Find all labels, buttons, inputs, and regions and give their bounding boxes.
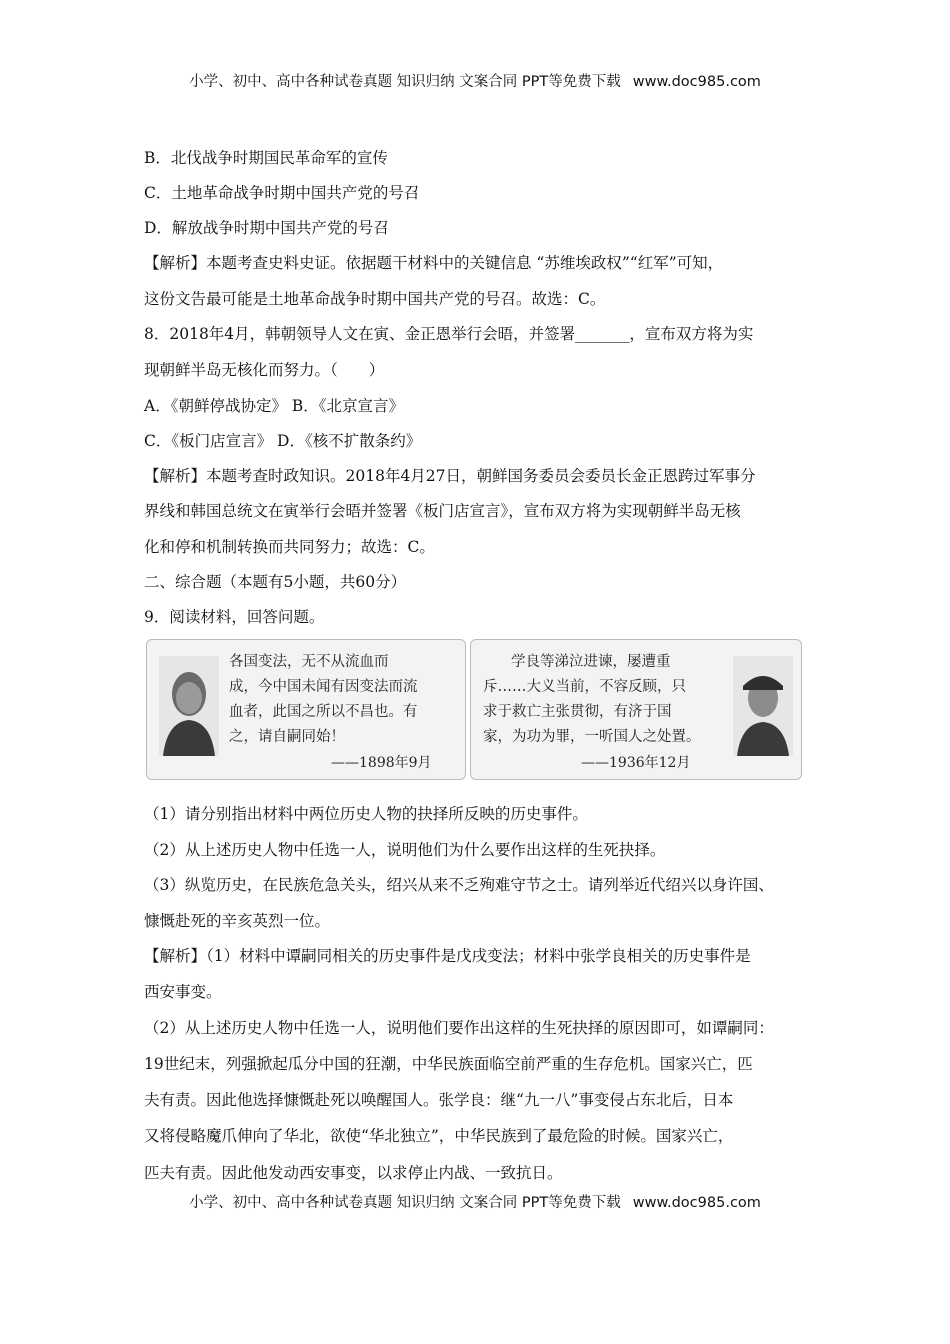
page-header — [0, 70, 950, 91]
q9-part3-line2: 慷慨赴死的辛亥英烈一位。 — [144, 912, 331, 930]
right-quote-date: ——1936年12月 — [581, 755, 691, 771]
question-8-options-ab: A．《朝鲜停战协定》 B．《北京宣言》 — [144, 397, 405, 415]
header-url[interactable]: www.doc985.com — [632, 74, 761, 90]
header-text: 小学、初中、高中各种试卷真题 知识归纳 文案合同 PPT等免费下载 — [189, 74, 621, 90]
question-8-options-cd: C．《板门店宣言》 D．《核不扩散条约》 — [144, 432, 422, 450]
footer-url[interactable]: www.doc985.com — [632, 1195, 761, 1211]
option-c: C．土地革命战争时期中国共产党的号召 — [144, 184, 420, 202]
option-b: B．北伐战争时期国民革命军的宣传 — [144, 149, 388, 167]
quote-panel-right — [470, 639, 802, 780]
portrait-zhang-xueliang — [733, 656, 793, 756]
left-quote: 各国变法，无不从流血而 成，今中国未闻有因变法而流 血者，此国之所以不昌也。有 之，请自嗣同始！ — [229, 654, 418, 745]
portrait-tan-sitong — [159, 656, 219, 756]
analysis-8-line1: 【解析】本题考查时政知识。2018年4月27日，朝鲜国务委员会委员长金正恩跨过军事分 — [144, 467, 756, 485]
quote-panel-left — [146, 639, 466, 780]
question-8-line1: 8．2018年4月，韩朝领导人文在寅、金正恩举行会晤，并签署_______，宣布双方将为实 — [144, 325, 754, 343]
analysis-8-line2: 界线和韩国总统文在寅举行会晤并签署《板门店宣言》，宣布双方将为实现朝鲜半岛无核 — [144, 502, 741, 520]
analysis-9-line2: 西安事变。 — [144, 983, 222, 1001]
question-9-stem: 9．阅读材料，回答问题。 — [144, 608, 325, 626]
footer-text: 小学、初中、高中各种试卷真题 知识归纳 文案合同 PPT等免费下载 — [189, 1195, 621, 1211]
section-2-heading: 二、综合题（本题有5小题，共60分） — [144, 573, 407, 591]
analysis-9-line5: 夫有责。因此他选择慷慨赴死以唤醒国人。张学良：继“九一八”事变侵占东北后，日本 — [144, 1091, 734, 1109]
q9-part2: （2）从上述历史人物中任选一人，说明他们为什么要作出这样的生死抉择。 — [144, 841, 666, 859]
analysis-7-line2: 这份文告最可能是土地革命战争时期中国共产党的号召。故选：C。 — [144, 290, 606, 308]
q9-part1: （1）请分别指出材料中两位历史人物的抉择所反映的历史事件。 — [144, 805, 588, 823]
page-footer — [0, 1191, 950, 1212]
analysis-9-line3: （2）从上述历史人物中任选一人，说明他们要作出这样的生死抉择的原因即可，如谭嗣同： — [144, 1019, 774, 1037]
analysis-9-line7: 匹夫有责。因此他发动西安事变，以求停止内战、一致抗日。 — [144, 1164, 563, 1182]
analysis-8-line3: 化和停和机制转换而共同努力；故选：C。 — [144, 538, 435, 556]
option-d: D．解放战争时期中国共产党的号召 — [144, 219, 389, 237]
analysis-9-line6: 又将侵略魔爪伸向了华北，欲使“华北独立”，中华民族到了最危险的时候。国家兴亡， — [144, 1127, 734, 1145]
question-8-line2: 现朝鲜半岛无核化而努力。（ ） — [144, 361, 385, 379]
right-quote: 学良等涕泣进谏，屡遭重 斥……大义当前，不容反顾，只 求于救亡主张贯彻，有济于国 家，为功为罪，一听国人之处置。 — [483, 654, 701, 745]
analysis-7-line1: 【解析】本题考查史料史证。依据题干材料中的关键信息 “苏维埃政权”“红军”可知， — [144, 254, 724, 272]
left-quote-date: ——1898年9月 — [331, 755, 432, 771]
q9-part3-line1: （3）纵览历史，在民族危急关头，绍兴从来不乏殉难守节之士。请列举近代绍兴以身许国、 — [144, 876, 774, 894]
analysis-9-line1: 【解析】（1）材料中谭嗣同相关的历史事件是戊戌变法；材料中张学良相关的历史事件是 — [144, 947, 751, 965]
analysis-9-line4: 19世纪末，列强掀起瓜分中国的狂潮，中华民族面临空前严重的生存危机。国家兴亡，匹 — [144, 1055, 753, 1073]
